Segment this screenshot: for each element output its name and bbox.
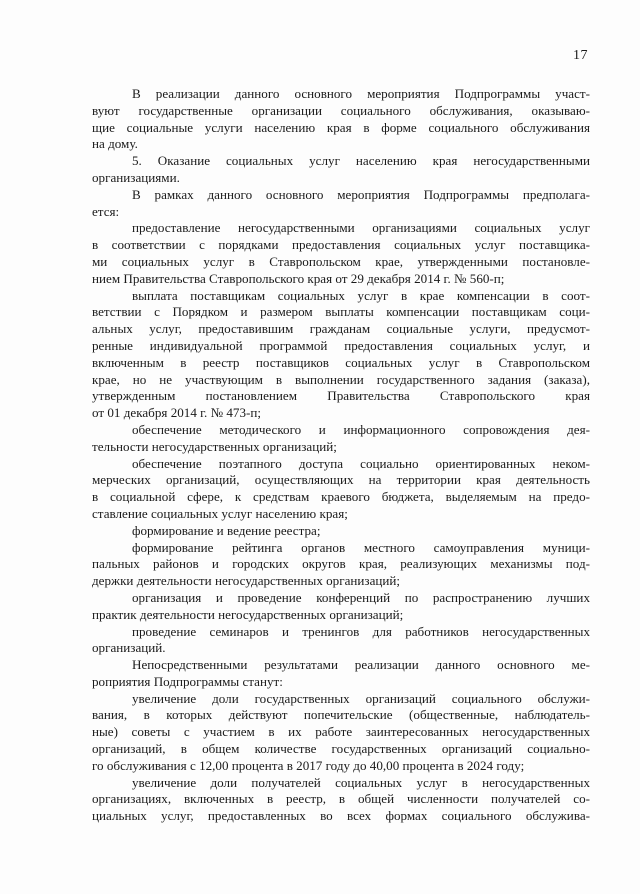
para-registry: [92, 523, 590, 540]
text-line: обеспечение поэтапного доступа социально ориентированных неком-: [132, 455, 590, 471]
text-line: держки деятельности негосударственных организаций;: [92, 573, 401, 589]
text-line: роприятия Подпрограммы станут:: [92, 673, 283, 689]
text-line: альных услуг, предоставившим гражданам социальные услуги, предусмот-: [92, 321, 590, 337]
text-line: 5. Оказание социальных услуг населению края негосударственными: [132, 153, 590, 169]
text-line: Непосредственными результатами реализации данного основного ме-: [132, 657, 590, 673]
text-line: обеспечение методического и информационного сопровождения дея-: [132, 421, 590, 437]
text-line: организациях, включенных в реестр, в общей численности получателей со-: [92, 791, 590, 807]
text-line: предоставление негосударственными организациями социальных услуг: [132, 220, 590, 236]
text-line: ми социальных услуг в Ставропольском крае, утвержденными постановле-: [92, 253, 590, 269]
text-line: щие социальные услуги населению края в форме социального обслуживания: [92, 119, 590, 135]
text-line: нием Правительства Ставропольского края от 29 декабря 2014 г. № 560-п;: [92, 270, 505, 286]
text-line: в социальной сфере, к средствам краевого бюджета, выделяемым на предо-: [92, 489, 590, 505]
text-line: ставление социальных услуг населению края;: [92, 505, 348, 521]
text-line: крае, но не участвующим в выполнении государственного задания (заказа),: [92, 371, 590, 387]
para-provision: [92, 220, 590, 287]
text-line: мерческих организаций, осуществляющих на территории края деятельность: [92, 472, 590, 488]
text-line: от 01 декабря 2014 г. № 473-п;: [92, 405, 262, 421]
text-line: организация и проведение конференций по распространению лучших: [132, 589, 590, 605]
page-number: 17: [573, 48, 588, 63]
text-line: организаций, в общем количестве государственных организаций социально-: [92, 741, 590, 757]
text-line: В реализации данного основного мероприятия Подпрограммы участ-: [132, 86, 590, 101]
text-line: на дому.: [92, 136, 138, 152]
para-conferences: [92, 590, 590, 624]
para-result-boards: [92, 691, 590, 775]
text-line: организациями.: [92, 169, 180, 185]
para-seminars: [92, 624, 590, 658]
text-line: циальных услуг, предоставленных во всех формах социального обслужива-: [92, 808, 590, 824]
text-line: практик деятельности негосударственных организаций;: [92, 606, 404, 622]
text-line: В рамках данного основного мероприятия Подпрограммы предполага-: [132, 186, 590, 202]
para-methodical-support: [92, 422, 590, 456]
para-result-recipients: [92, 775, 590, 825]
text-line: формирование рейтинга органов местного самоуправления муници-: [132, 539, 590, 555]
text-line: включенным в реестр поставщиков социальных услуг в Ставропольском: [92, 354, 590, 370]
text-line: го обслуживания с 12,00 процента в 2017 году до 40,00 процента в 2024 году;: [92, 757, 525, 773]
text-line: ветствии с Порядком и размером выплаты компенсации поставщикам соци-: [92, 304, 590, 320]
para-rating: [92, 540, 590, 590]
text-line: тельности негосударственных организаций;: [92, 438, 337, 454]
text-line: организаций.: [92, 640, 166, 656]
text-line: пальных районов и городских округов края, реализующих механизмы под-: [92, 556, 590, 572]
para-item-5: [92, 153, 590, 187]
text-line: вания, в которых действуют попечительские (общественные, наблюдатель-: [92, 707, 590, 723]
text-line: ные) советы с участием в их работе заинтересованных негосударственных: [92, 724, 590, 740]
text-line: увеличение доли государственных организаций социального обслужи-: [132, 690, 590, 706]
text-line: утвержденным постановлением Правительства Ставропольского края: [92, 388, 590, 404]
text-line: формирование и ведение реестра;: [132, 522, 321, 538]
text-line: проведение семинаров и тренингов для работников негосударственных: [132, 623, 590, 639]
para-compensation: [92, 288, 590, 422]
text-line: в соответствии с порядками предоставления социальных услуг поставщика-: [92, 237, 590, 253]
text-line: увеличение доли получателей социальных услуг в негосударственных: [132, 774, 590, 790]
document-body: [92, 86, 590, 825]
para-realization-state-org: [92, 86, 590, 153]
text-line: ренные индивидуальной программой предоставления социальных услуг, и: [92, 337, 590, 353]
para-phased-access: [92, 456, 590, 523]
para-framework: [92, 187, 590, 221]
para-direct-results: [92, 657, 590, 691]
text-line: ется:: [92, 203, 120, 219]
text-line: вуют государственные организации социального обслуживания, оказываю-: [92, 102, 590, 118]
text-line: выплата поставщикам социальных услуг в крае компенсации в соот-: [132, 287, 590, 303]
